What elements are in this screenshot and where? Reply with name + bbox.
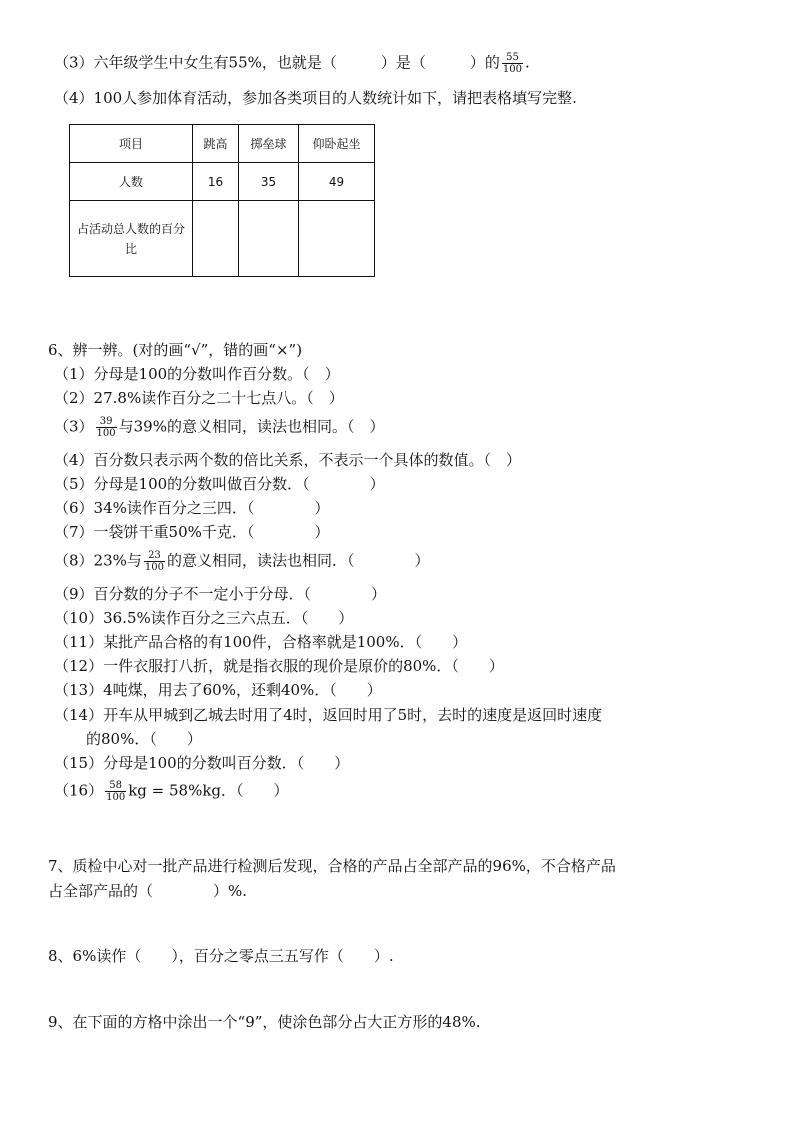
question-7-line1: 7、质检中心对一批产品进行检测后发现，合格的产品占全部产品的96%，不合格产品 <box>48 857 616 875</box>
table-cell: 占活动总人数的百分比 <box>70 201 193 277</box>
judge-item-15: （15）分母是100的分数叫百分数．（ ） <box>54 754 350 772</box>
fraction-23-100: $\frac{23}{100}$ <box>144 550 164 573</box>
judge-item-11: （11）某批产品合格的有100件，合格率就是100%．（ ） <box>54 633 468 651</box>
judge-item-9: （9）百分数的分子不一定小于分母．（ ） <box>54 585 387 603</box>
table-row <box>70 201 375 277</box>
activity-table <box>69 124 375 277</box>
question-7-line2: 占全部产品的（ ）%. <box>48 882 248 900</box>
table-answer-cell[interactable] <box>239 201 299 277</box>
question-4-3-mid2: ）的 <box>469 53 500 72</box>
table-cell: 16 <box>193 163 239 201</box>
judge-item-10: （10）36.5%读作百分之三六点五．（ ） <box>54 609 354 627</box>
question-8: 8、6%读作（ ），百分之零点三五写作（ ）. <box>48 947 394 965</box>
judge-item-7: （7）一袋饼干重50%千克．（ ） <box>54 523 330 541</box>
question-4-4: （4）100人参加体育活动，参加各类项目的人数统计如下，请把表格填写完整. <box>54 89 577 107</box>
question-9: 9、在下面的方格中涂出一个“9”，使涂色部分占大正方形的48%. <box>48 1013 481 1031</box>
table-header-cell: 跳高 <box>193 125 239 163</box>
question-4-3-suffix: . <box>525 53 530 72</box>
fraction-55-100: $\frac{55}{100}$ <box>502 52 523 75</box>
table-cell: 35 <box>239 163 299 201</box>
table-answer-cell[interactable] <box>299 201 375 277</box>
table-header-cell: 掷垒球 <box>239 125 299 163</box>
table-header-cell: 项目 <box>70 125 193 163</box>
section-6-title: 6、辨一辨。(对的画“√”，错的画“×”) <box>48 341 303 359</box>
question-4-3 <box>54 52 530 75</box>
judge-item-14-line1: （14）开车从甲城到乙城去时用了4时，返回时用了5时，去时的速度是返回时速度 <box>54 706 603 724</box>
table-cell: 人数 <box>70 163 193 201</box>
judge-item-4: （4）百分数只表示两个数的倍比关系，不表示一个具体的数值。（ ） <box>54 451 522 469</box>
judge-item-13: （13）4吨煤，用去了60%，还剩40%．（ ） <box>54 681 382 699</box>
question-4-3-mid1: ）是（ <box>380 53 426 72</box>
fraction-39-100: $\frac{39}{100}$ <box>96 416 116 439</box>
judge-item-1: （1）分母是100的分数叫作百分数。（ ） <box>54 365 340 383</box>
table-cell: 49 <box>299 163 375 201</box>
judge-item-2: （2）27.8%读作百分之二十七点八。（ ） <box>54 389 344 407</box>
judge-item-12: （12）一件衣服打八折，就是指衣服的现价是原价的80%．（ ） <box>54 657 504 675</box>
judge-item-5: （5）分母是100的分数叫做百分数．（ ） <box>54 475 385 493</box>
judge-item-3: （3） $\frac{39}{100}$ 与39%的意义相同，读法也相同。（ ） <box>54 416 385 439</box>
judge-item-16: （16） $\frac{58}{100}$ kg = 58%kg．（ ） <box>54 780 289 803</box>
judge-item-14-line2: 的80%．（ ） <box>86 730 202 748</box>
table-row <box>70 125 375 163</box>
question-4-3-prefix: （3）六年级学生中女生有55%，也就是（ <box>54 53 337 72</box>
judge-item-8: （8）23%与 $\frac{23}{100}$ 的意义相同，读法也相同．（ ） <box>54 550 430 573</box>
fraction-58-100: $\frac{58}{100}$ <box>106 780 126 803</box>
table-row <box>70 163 375 201</box>
judge-item-6: （6）34%读作百分之三四．（ ） <box>54 499 330 517</box>
table-answer-cell[interactable] <box>193 201 239 277</box>
table-header-cell: 仰卧起坐 <box>299 125 375 163</box>
